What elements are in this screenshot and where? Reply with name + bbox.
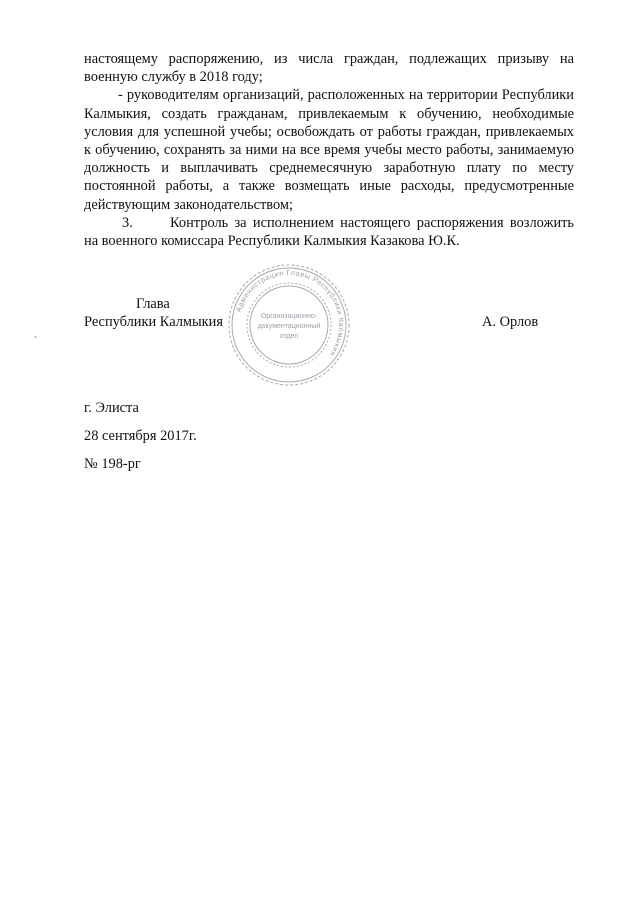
document-number: № 198-рг (84, 456, 141, 472)
paragraph-employers: - руководителям организаций, расположенных на территории Республики Калмыкия, создать гражданам, привлекаемым к обучению, необходимые условия для успешной учебы; освобождать от работы граждан, привлекаемых к обучению, сохранять за ними на все время учебы место работы, занимаемую должность и выплачивать среднемесячную заработную плату по месту постоянной работы, а также возмещать иные расходы, предусмотренные действующим законодательством; (84, 87, 574, 213)
document-body (84, 50, 574, 250)
signatory-title-line2: Республики Калмыкия (84, 314, 223, 330)
seal-inner-line3: отдел (279, 333, 299, 340)
paragraph-number: 3. (122, 214, 133, 231)
seal-inner-line2: документационный (257, 323, 321, 330)
seal-outer-text: Администрация Главы Республики Калмыкия (233, 267, 347, 359)
signatory-title-line1: Глава (136, 296, 170, 312)
stray-mark: ` (34, 336, 38, 347)
paragraph-continuation: настоящему распоряжению, из числа граждан, подлежащих призыву на военную службу в 2018 году; (84, 51, 574, 86)
document-date: 28 сентября 2017г. (84, 428, 197, 444)
paragraph-control (84, 214, 574, 250)
seal-inner-line1: Организационно- (260, 313, 318, 320)
document-place: г. Элиста (84, 400, 139, 416)
paragraph-control-text: Контроль за исполнением настоящего распоряжения возложить на военного комиссара Республики Калмыкия Казакова Ю.К. (84, 214, 574, 250)
official-seal-stamp (226, 262, 352, 388)
signatory-name: А. Орлов (482, 314, 539, 330)
